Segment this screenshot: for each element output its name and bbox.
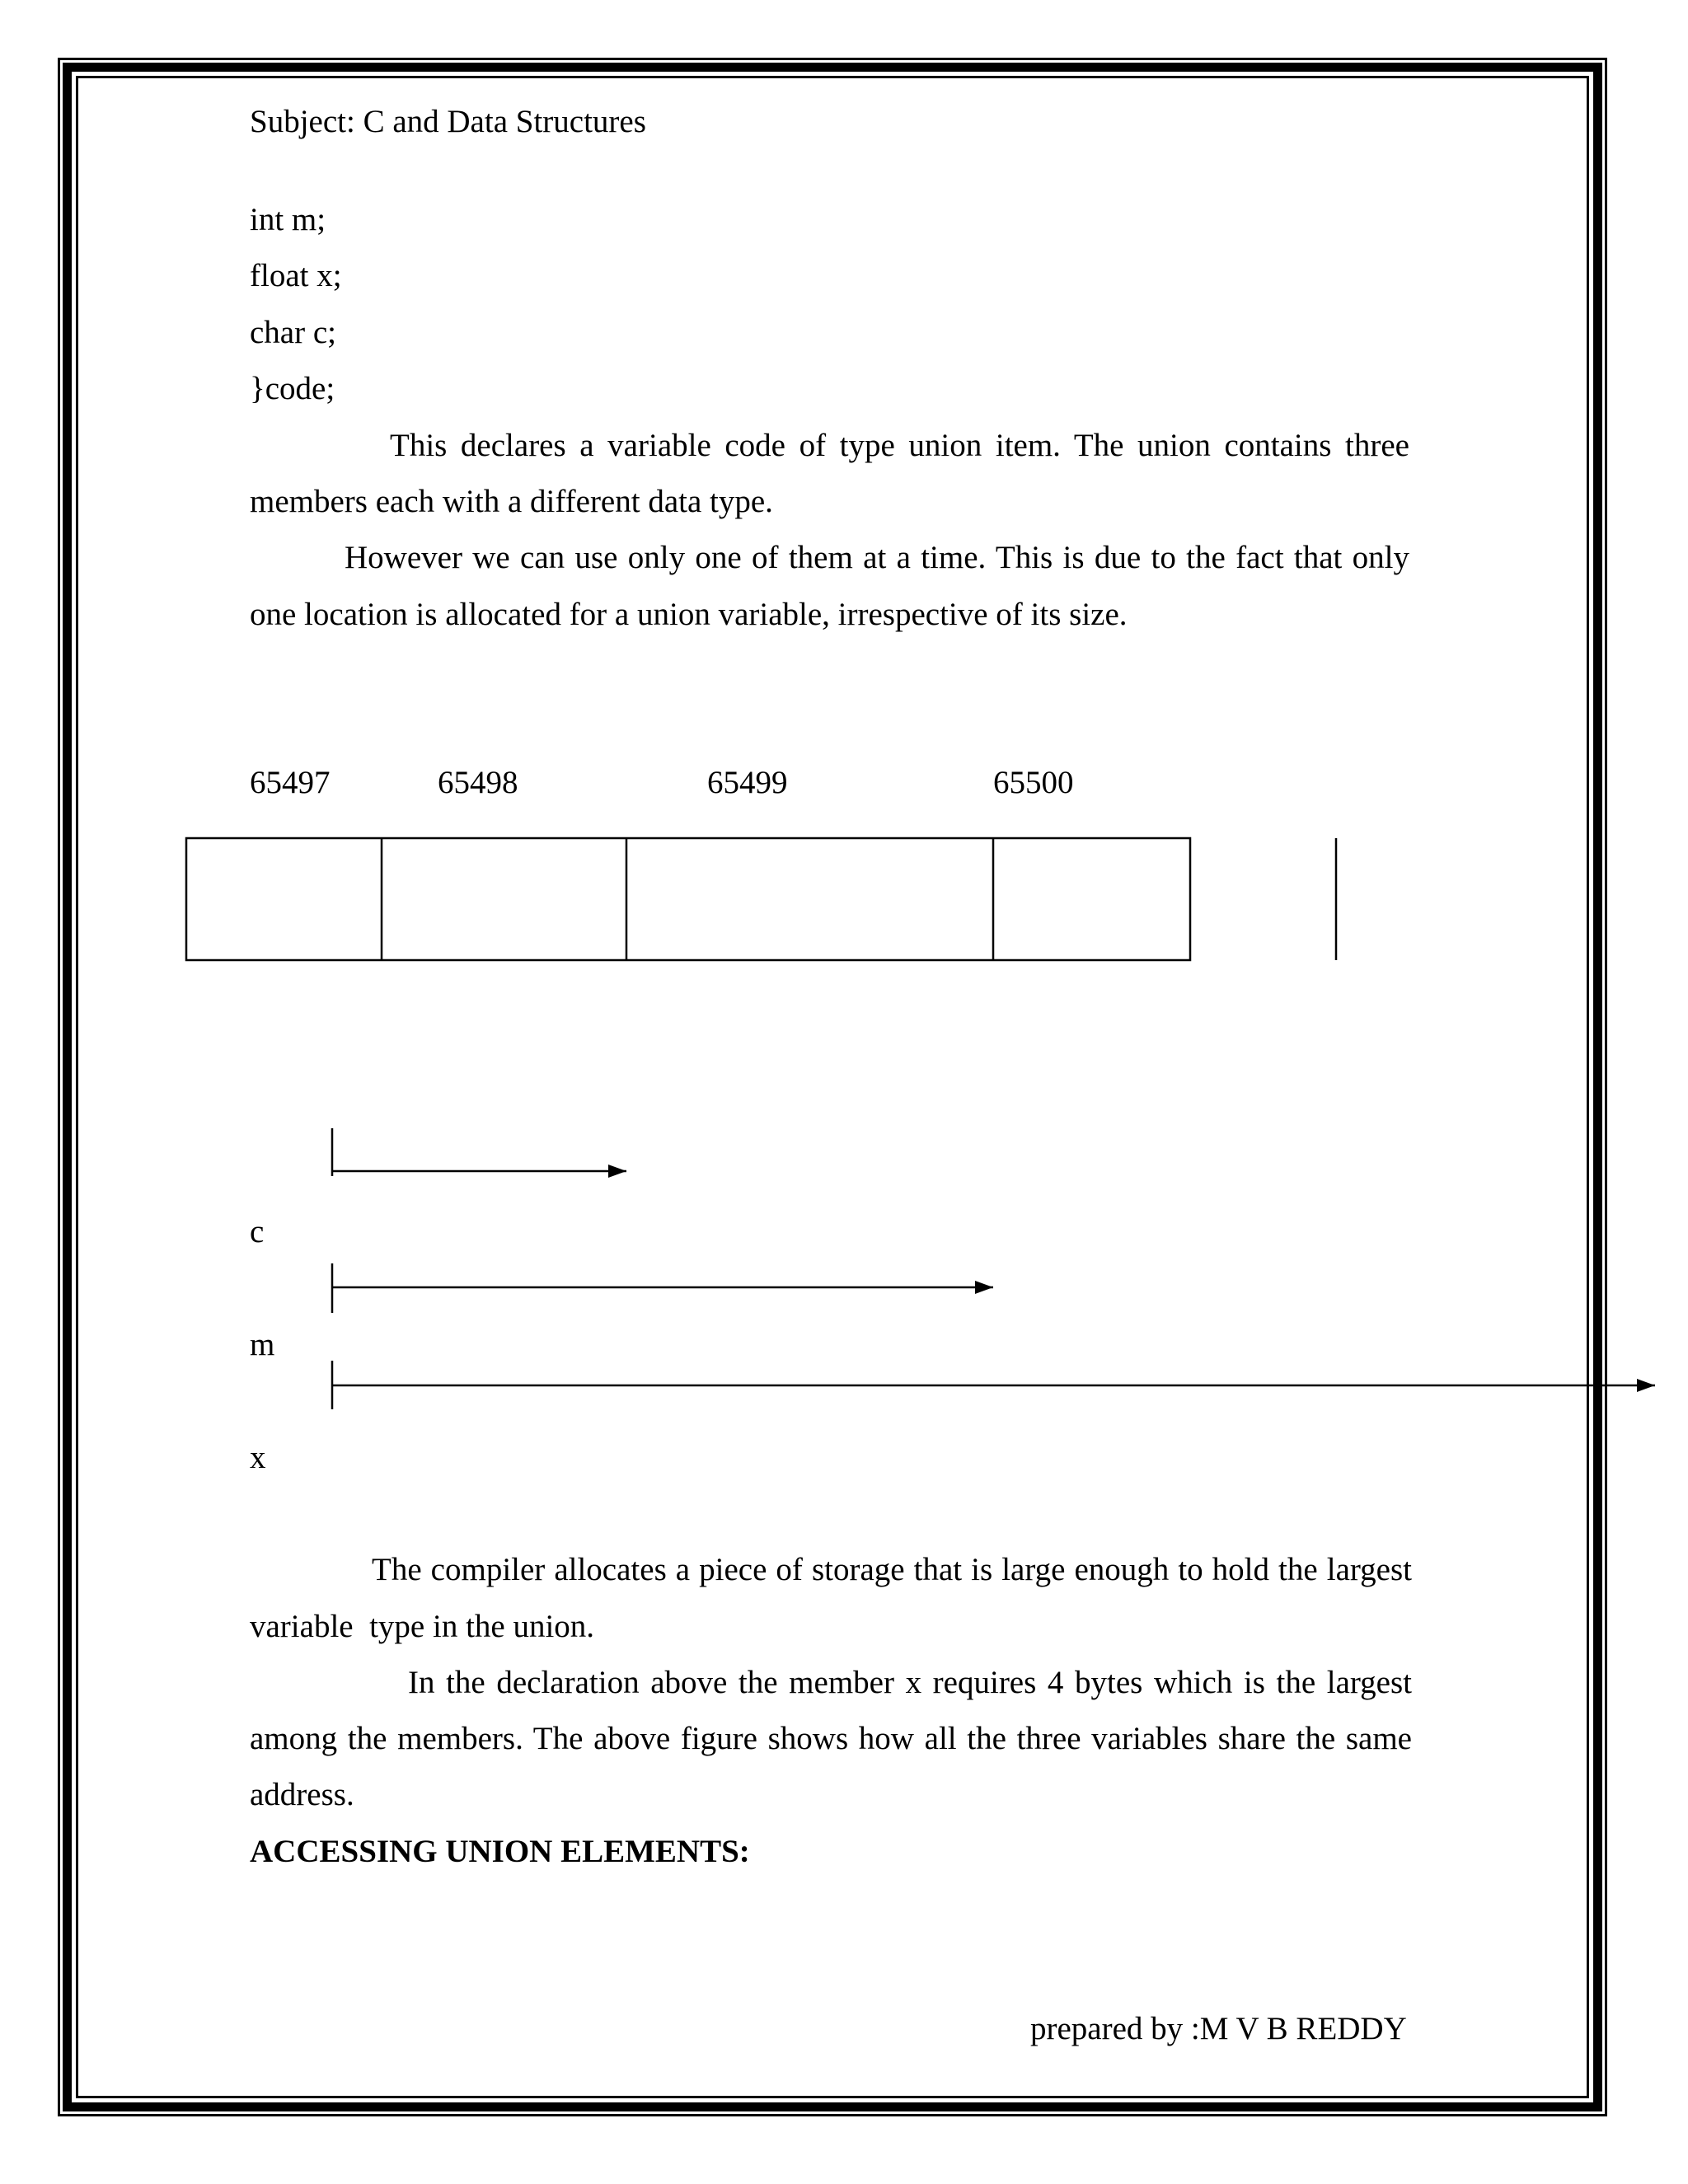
- member-x-span: [332, 1361, 1655, 1409]
- paragraph-line: In the declaration above the member x requires 4 bytes which is the largest: [408, 1665, 1412, 1700]
- paragraph-line: However we can use only one of them at a time. This is due to the fact that only: [345, 540, 1409, 575]
- paragraph-line: one location is allocated for a union variable, irrespective of its size.: [250, 597, 1128, 632]
- paragraph-line: variable type in the union.: [250, 1609, 595, 1644]
- memory-cells: [186, 838, 1336, 960]
- code-line: }code;: [250, 371, 335, 406]
- member-c-span: [332, 1128, 626, 1176]
- address-label: 65497: [250, 765, 331, 800]
- code-line: int m;: [250, 202, 326, 237]
- paragraph-line: This declares a variable code of type union item. The union contains three: [390, 428, 1409, 463]
- member-m-span: [332, 1263, 993, 1313]
- address-label: 65499: [707, 765, 788, 800]
- paragraph-line: members each with a different data type.: [250, 484, 773, 519]
- subject-header: Subject: C and Data Structures: [250, 104, 646, 139]
- footer-prepared-by: prepared by :M V B REDDY: [1030, 2011, 1407, 2046]
- address-label: 65500: [993, 765, 1074, 800]
- memory-block-outline: [186, 838, 1190, 960]
- paragraph-line: address.: [250, 1777, 354, 1812]
- section-heading: ACCESSING UNION ELEMENTS:: [250, 1834, 750, 1869]
- member-label-m: m: [250, 1327, 275, 1362]
- code-line: float x;: [250, 258, 342, 293]
- member-label-x: x: [250, 1440, 266, 1475]
- member-label-c: c: [250, 1214, 265, 1249]
- paragraph-line: The compiler allocates a piece of storage that is large enough to hold the largest: [372, 1552, 1412, 1587]
- code-line: char c;: [250, 315, 337, 350]
- paragraph-line: among the members. The above figure shows how all the three variables share the same: [250, 1721, 1412, 1756]
- address-label: 65498: [438, 765, 518, 800]
